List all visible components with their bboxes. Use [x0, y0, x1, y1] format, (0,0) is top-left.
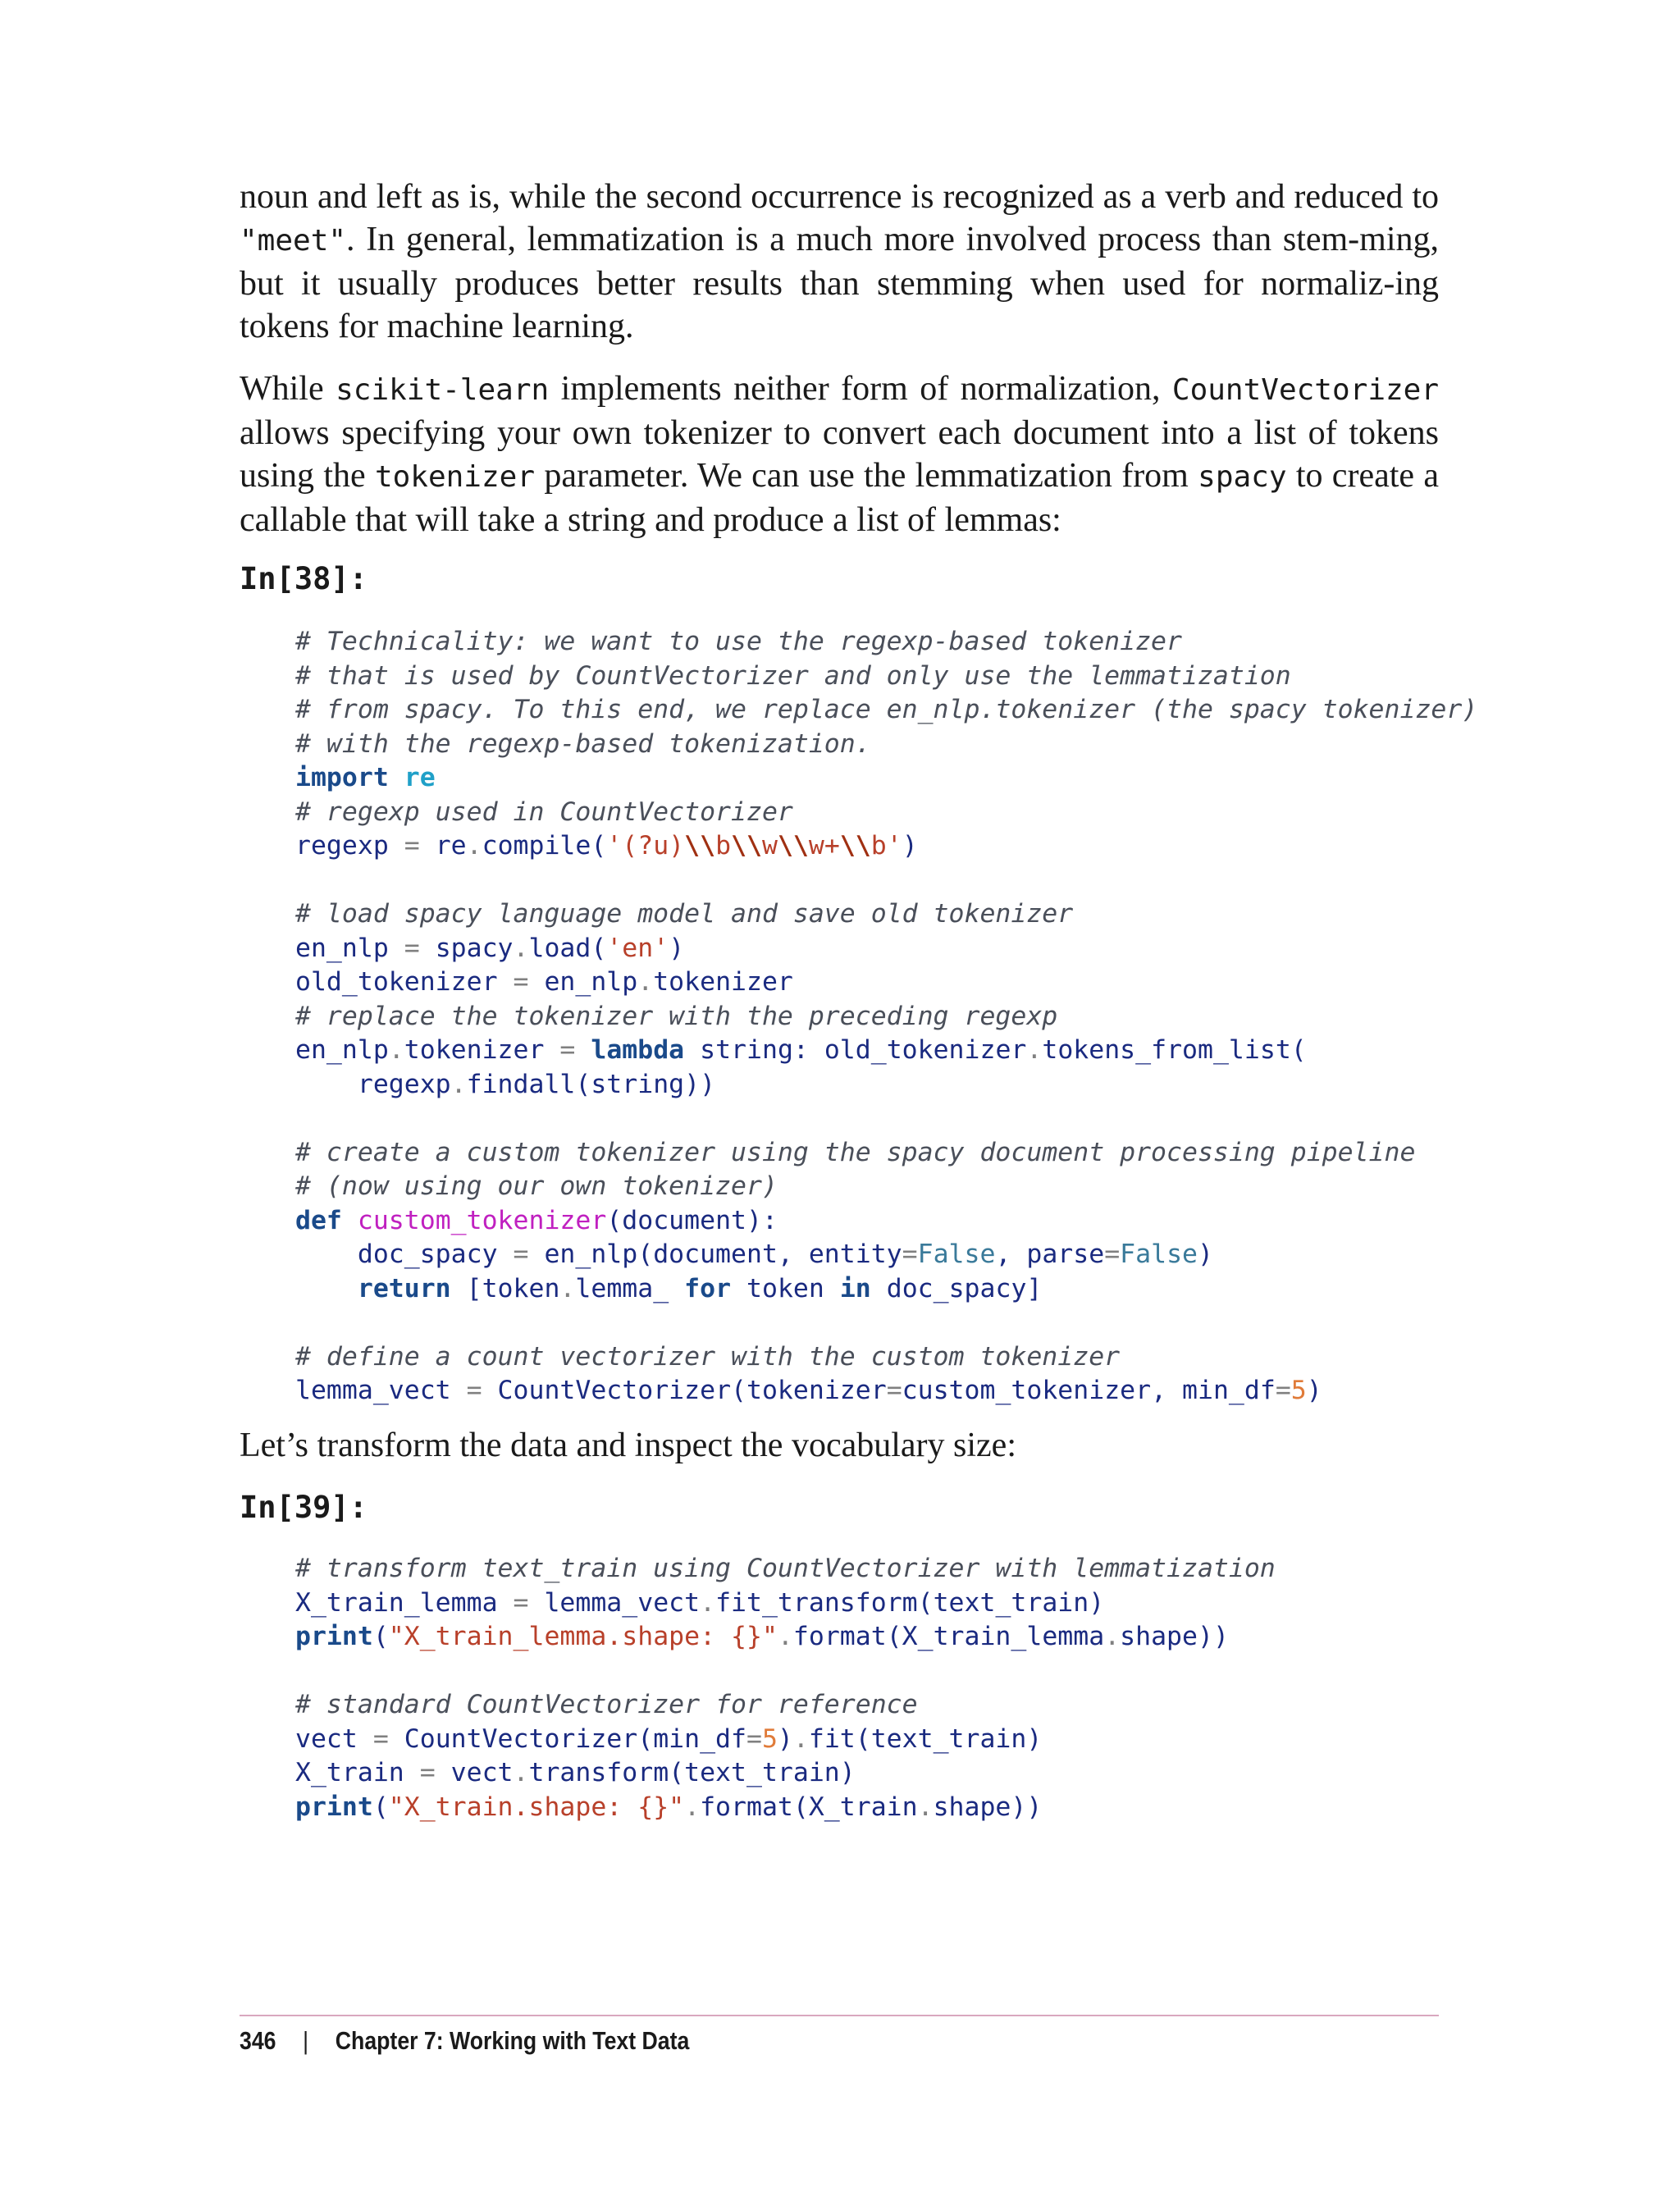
inline-code: tokenizer — [374, 460, 536, 494]
chapter-title: Chapter 7: Working with Text Data — [335, 2026, 690, 2055]
cell-label-in38: In[38]: — [240, 561, 368, 596]
cell-label-in39: In[39]: — [240, 1490, 368, 1525]
paragraph-text: allows specifying your own tokenizer to convert each document into a list of tokens using the — [240, 414, 1439, 495]
paragraph-transform-data: Let’s transform the data and inspect the vocabulary size: — [240, 1427, 1016, 1464]
page-footer — [240, 2026, 689, 2056]
paragraph-lemmatization-summary — [240, 176, 1439, 348]
page-number: 346 — [240, 2026, 276, 2055]
paragraph-text: parameter. We can use the lemmatization from — [535, 457, 1198, 495]
paragraph-text: . In general, lemmatization is a much more involved process than stem-ming, but it usually produces better results than stemming when used for normaliz-ing tokens for machine learning. — [240, 221, 1439, 345]
paragraph-text: to create a callable that will take a string and produce a list of lemmas: — [240, 457, 1439, 539]
paragraph-custom-tokenizer — [240, 368, 1439, 541]
paragraph-text: While — [240, 370, 336, 408]
code-block-in38: # Technicality: we want to use the regexp-based tokenizer # that is used by CountVectorizer and only use the lemmatization # from spacy. To this end, we replace en_nlp.tokenizer (the spacy tokenizer) # with the regexp-based tokenization. import re # regexp used in CountVectorizer regexp = re.compile('(?u)\\b\\w\\w+\\b') # load spacy language model and save old tokenizer en_nlp = spacy.load('en') old_tokenizer = en_nlp.tokenizer # replace the tokenizer with the preceding regexp en_nlp.tokenizer = lambda string: old_tokenizer.tokens_from_list( regexp.findall(string)) # create a custom tokenizer using the spacy document processing pipeline # (now using our own tokenizer) def custom_tokenizer(document): doc_spacy = en_nlp(document, entity=False, parse=False) return [token.lemma_ for token in doc_spacy] # define a count vectorizer with the custom tokenizer lemma_vect = CountVectorizer(tokenizer=custom_tokenizer, min_df=5) — [295, 627, 1478, 1405]
code-block-in39: # transform text_train using CountVectorizer with lemmatization X_train_lemma = lemma_vect.fit_transform(text_train) print("X_train_lemma.shape: {}".format(X_train_lemma.shape)) # standard CountVectorizer for reference vect = CountVectorizer(min_df=5).fit(text_train) X_train = vect.transform(text_train) print("X_train.shape: {}".format(X_train.shape)) — [295, 1554, 1276, 1822]
footer-separator: | — [303, 2026, 309, 2055]
inline-code: spacy — [1198, 460, 1287, 494]
inline-code: CountVectorizer — [1171, 373, 1440, 407]
paragraph-text: implements neither form of normalization, — [549, 370, 1172, 408]
footer-rule — [240, 2015, 1439, 2016]
inline-code: scikit-learn — [336, 373, 550, 407]
inline-code: "meet" — [240, 224, 347, 258]
paragraph-text: noun and left as is, while the second occurrence is recognized as a verb and reduced to — [240, 178, 1439, 216]
